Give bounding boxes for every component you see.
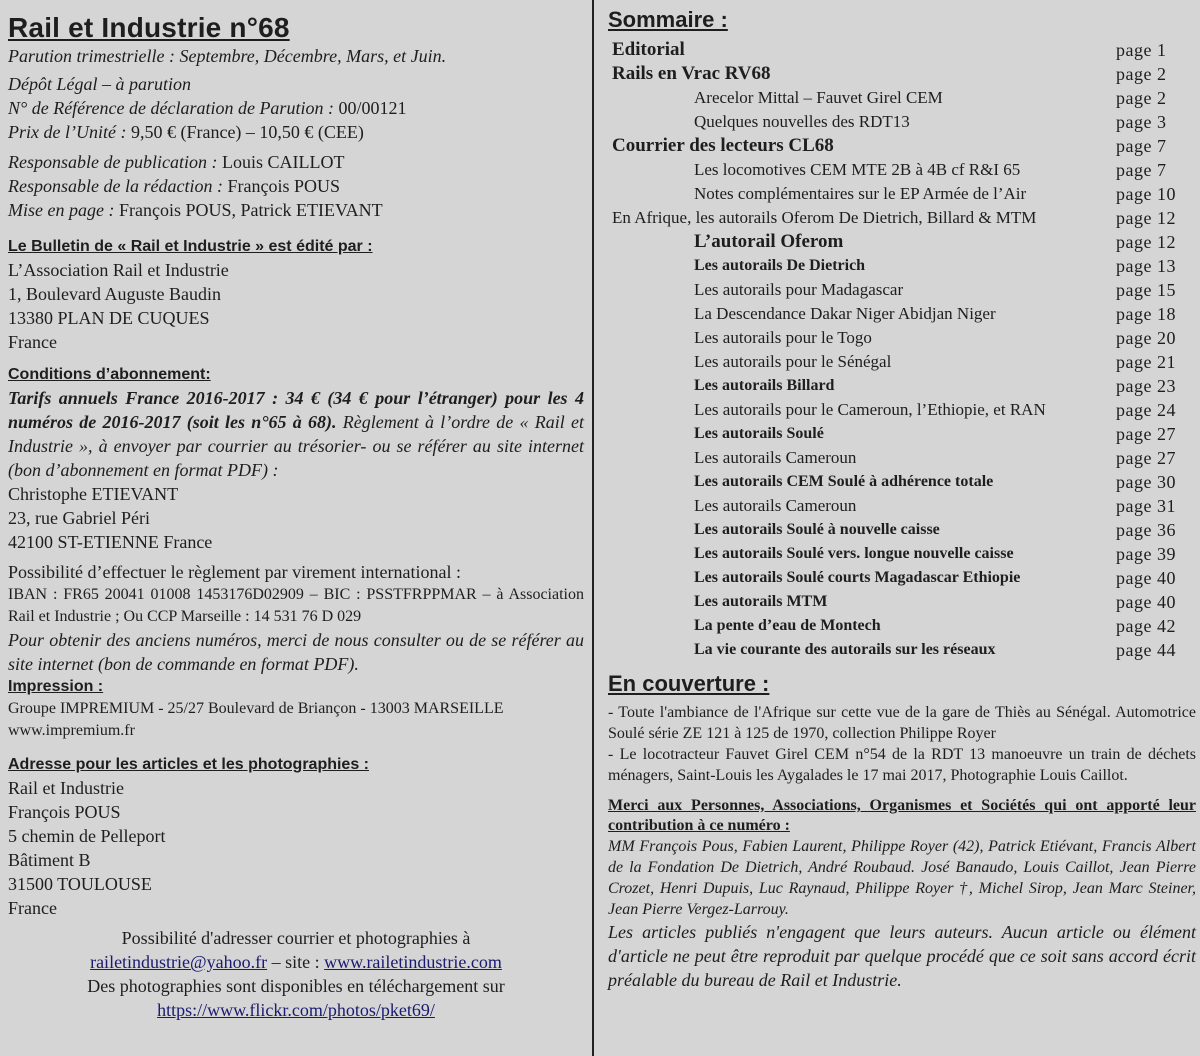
subscription-instructions: Règlement à l’ordre de « Rail et Industrie », à envoyer par courrier au trésorier- ou se référer au site internet (bon d’abonnement en format PDF) : <box>8 412 584 480</box>
toc-title: Les autorails pour le Togo <box>694 328 872 347</box>
flickr-link[interactable]: https://www.flickr.com/photos/pket69/ <box>157 1000 435 1020</box>
toc-page: page 24 <box>1116 400 1176 420</box>
impression-site: www.impremium.fr <box>8 722 135 739</box>
toc-title: La pente d’eau de Montech <box>694 617 881 634</box>
toc-page: page 40 <box>1116 592 1176 612</box>
toc-row[interactable] <box>608 230 1190 254</box>
sommaire-title: Sommaire : <box>608 7 728 32</box>
website-link[interactable]: www.railetindustrie.com <box>324 952 502 972</box>
toc-title: La vie courante des autorails sur les réseaux <box>694 641 996 658</box>
contact-footer <box>8 926 584 1022</box>
reference-label: N° de Référence de déclaration de Parution : <box>8 98 334 118</box>
toc-page: page 36 <box>1116 520 1176 540</box>
disclaimer: Les articles publiés n'engagent que leurs auteurs. Aucun article ou élément d'article ne peut être reproduit par quelque procédé que ce soit sans accord écrit préalable du bureau de Rail et Industrie. <box>608 922 1196 990</box>
subscription-heading: Conditions d’abonnement: <box>8 366 211 383</box>
articles-address <box>8 776 584 920</box>
treasurer-address <box>8 482 584 554</box>
toc-row[interactable] <box>608 134 1190 158</box>
articles-heading: Adresse pour les articles et les photographies : <box>8 756 369 773</box>
articles-line: Bâtiment B <box>8 850 91 870</box>
articles-line: 31500 TOULOUSE <box>8 874 152 894</box>
toc-page: page 42 <box>1116 616 1176 636</box>
toc-page: page 18 <box>1116 304 1176 324</box>
magazine-title: Rail et Industrie n°68 <box>8 12 290 43</box>
couverture-text-1: - Toute l'ambiance de l'Afrique sur cette vue de la gare de Thiès au Sénégal. Automotrice Soulé série ZE 121 à 125 de 1970, collection Philippe Royer <box>608 704 1196 742</box>
iban-text: IBAN : FR65 20041 01008 1453176D02909 – BIC : PSSTFRPPMAR – à Association Rail et Industrie ; Ou CCP Marseille : 14 531 76 D 029 <box>8 586 584 625</box>
footer-line-2 <box>8 950 584 974</box>
toc-page: page 15 <box>1116 280 1176 300</box>
toc-row[interactable] <box>608 302 1190 326</box>
toc-title: Les autorails pour le Sénégal <box>694 352 892 371</box>
publisher-line: 1, Boulevard Auguste Baudin <box>8 284 221 304</box>
toc-page: page 10 <box>1116 184 1176 204</box>
toc-row[interactable] <box>608 470 1190 494</box>
right-column <box>608 0 1196 992</box>
toc-row[interactable] <box>608 350 1190 374</box>
table-of-contents <box>608 38 1190 662</box>
toc-row[interactable] <box>608 374 1190 398</box>
toc-title: L’autorail Oferom <box>694 231 844 252</box>
publisher-address <box>8 258 584 354</box>
toc-page: page 27 <box>1116 424 1176 444</box>
toc-row[interactable] <box>608 62 1190 86</box>
reference-line <box>8 96 584 120</box>
toc-title: Les autorails Billard <box>694 377 835 394</box>
toc-page: page 12 <box>1116 208 1176 228</box>
thanks-names: MM François Pous, Fabien Laurent, Philippe Royer (42), Patrick Etiévant, Francis Albert de la Fondation De Dietrich, André Roubaud. José Banaudo, Louis Caillot, Jean Pierre Crozet, Henri Dupuis, Luc Raynaud, Philippe Royer †, Michel Sirop, Jean Marc Steiner, Jean Pierre Vergez-Larrouy. <box>608 838 1196 918</box>
subscription-rates: Tarifs annuels France 2016-2017 : 34 € (34 € pour l’étranger) pour les 4 numéros de 2016-2017 (soit les n°65 à 68). <box>8 388 584 432</box>
virement-text: Possibilité d’effectuer le règlement par virement international : <box>8 562 462 582</box>
toc-title: Les autorails pour le Cameroun, l’Ethiopie, et RAN <box>694 400 1046 419</box>
impression-heading: Impression : <box>8 678 104 695</box>
toc-title: Les autorails Soulé vers. longue nouvelle caisse <box>694 545 1014 562</box>
toc-row[interactable] <box>608 518 1190 542</box>
price-label: Prix de l’Unité : <box>8 122 127 142</box>
redaction-label: Responsable de la rédaction : <box>8 176 223 196</box>
toc-row[interactable] <box>608 566 1190 590</box>
toc-row[interactable] <box>608 398 1190 422</box>
layout-value: François POUS, Patrick ETIEVANT <box>114 200 383 220</box>
articles-line: François POUS <box>8 802 121 822</box>
treasurer-line: 23, rue Gabriel Péri <box>8 508 150 528</box>
toc-title: Les autorails pour Madagascar <box>694 280 904 299</box>
toc-row[interactable] <box>608 326 1190 350</box>
toc-page: page 30 <box>1116 472 1176 492</box>
reference-value: 00/00121 <box>333 98 407 118</box>
subscription-text <box>8 386 584 482</box>
publication-value: Louis CAILLOT <box>217 152 345 172</box>
email-link[interactable]: railetindustrie@yahoo.fr <box>90 952 268 972</box>
toc-row[interactable] <box>608 614 1190 638</box>
toc-row[interactable] <box>608 38 1190 62</box>
toc-row[interactable] <box>608 254 1190 278</box>
articles-line: France <box>8 898 57 918</box>
toc-page: page 2 <box>1116 88 1167 108</box>
toc-title: Les autorails Cameroun <box>694 448 857 467</box>
toc-row[interactable] <box>608 638 1190 662</box>
footer-line-3: Des photographies sont disponibles en téléchargement sur <box>87 976 505 996</box>
publisher-line: France <box>8 332 57 352</box>
toc-title: Les autorails Soulé <box>694 425 824 442</box>
toc-page: page 27 <box>1116 448 1176 468</box>
couverture-title: En couverture : <box>608 671 770 696</box>
price-line <box>8 120 584 144</box>
redaction-line <box>8 174 584 198</box>
toc-title: Les autorails MTM <box>694 593 828 610</box>
toc-title: Quelques nouvelles des RDT13 <box>694 112 910 131</box>
toc-title: Les autorails Cameroun <box>694 496 857 515</box>
treasurer-line: Christophe ETIEVANT <box>8 484 179 504</box>
toc-page: page 12 <box>1116 232 1176 252</box>
thanks-heading: Merci aux Personnes, Associations, Organismes et Sociétés qui ont apporté leur contribution à ce numéro : <box>608 797 1196 834</box>
publisher-line: L’Association Rail et Industrie <box>8 260 229 280</box>
toc-page: page 21 <box>1116 352 1176 372</box>
toc-row[interactable] <box>608 590 1190 614</box>
toc-title: Editorial <box>612 39 685 60</box>
toc-page: page 3 <box>1116 112 1167 132</box>
publication-line <box>8 150 584 174</box>
toc-page: page 31 <box>1116 496 1176 516</box>
toc-row[interactable] <box>608 206 1190 230</box>
toc-row[interactable] <box>608 182 1190 206</box>
publisher-heading: Le Bulletin de « Rail et Industrie » est édité par : <box>8 238 373 255</box>
depot-legal: Dépôt Légal – à parution <box>8 74 191 94</box>
toc-title: Arecelor Mittal – Fauvet Girel CEM <box>694 88 943 107</box>
toc-page: page 39 <box>1116 544 1176 564</box>
column-divider <box>592 0 594 1056</box>
toc-title: Les autorails CEM Soulé à adhérence totale <box>694 473 994 490</box>
toc-page: page 20 <box>1116 328 1176 348</box>
toc-title: Les autorails De Dietrich <box>694 257 866 274</box>
footer-line-4 <box>8 998 584 1022</box>
toc-page: page 7 <box>1116 160 1167 180</box>
toc-page: page 40 <box>1116 568 1176 588</box>
toc-row[interactable] <box>608 494 1190 518</box>
toc-page: page 2 <box>1116 64 1167 84</box>
toc-page: page 13 <box>1116 256 1176 276</box>
toc-row[interactable] <box>608 278 1190 302</box>
price-value: 9,50 € (France) – 10,50 € (CEE) <box>126 122 364 142</box>
toc-row[interactable] <box>608 86 1190 110</box>
toc-title: Les autorails Soulé à nouvelle caisse <box>694 521 940 538</box>
toc-row[interactable] <box>608 422 1190 446</box>
toc-title: La Descendance Dakar Niger Abidjan Niger <box>694 304 996 323</box>
toc-title: Rails en Vrac RV68 <box>612 63 771 84</box>
toc-title: Courrier des lecteurs CL68 <box>612 135 834 156</box>
toc-row[interactable] <box>608 446 1190 470</box>
toc-title: Les locomotives CEM MTE 2B à 4B cf R&I 65 <box>694 160 1021 179</box>
publisher-line: 13380 PLAN DE CUQUES <box>8 308 210 328</box>
toc-title: Notes complémentaires sur le EP Armée de l’Air <box>694 184 1027 203</box>
toc-page: page 44 <box>1116 640 1176 660</box>
left-column <box>8 0 584 1022</box>
toc-page: page 23 <box>1116 376 1176 396</box>
impression-line: Groupe IMPREMIUM - 25/27 Boulevard de Briançon - 13003 MARSEILLE <box>8 700 504 717</box>
toc-page: page 7 <box>1116 136 1167 156</box>
layout-label: Mise en page : <box>8 200 115 220</box>
old-issues-text: Pour obtenir des anciens numéros, merci de nous consulter ou de se référer au site internet (bon de commande en format PDF). <box>8 630 584 674</box>
toc-row[interactable] <box>608 110 1190 134</box>
couverture-text-2: - Le locotracteur Fauvet Girel CEM n°54 de la RDT 13 manoeuvre un train de déchets ménagers, Saint-Louis les Aygalades le 17 mai 2017, Photographie Louis Caillot. <box>608 746 1196 784</box>
site-label: – site : <box>267 952 325 972</box>
articles-line: 5 chemin de Pelleport <box>8 826 166 846</box>
periodicity: Parution trimestrielle : Septembre, Décembre, Mars, et Juin. <box>8 46 447 66</box>
toc-row[interactable] <box>608 542 1190 566</box>
footer-line-1: Possibilité d'adresser courrier et photographies à <box>121 928 471 948</box>
articles-line: Rail et Industrie <box>8 778 124 798</box>
publication-label: Responsable de publication : <box>8 152 218 172</box>
toc-title: Les autorails Soulé courts Magadascar Ethiopie <box>694 569 1021 586</box>
toc-page: page 1 <box>1116 40 1167 60</box>
toc-row[interactable] <box>608 158 1190 182</box>
toc-title: En Afrique, les autorails Oferom De Dietrich, Billard & MTM <box>612 208 1037 227</box>
layout-line <box>8 198 584 222</box>
treasurer-line: 42100 ST-ETIENNE France <box>8 532 213 552</box>
redaction-value: François POUS <box>222 176 340 196</box>
